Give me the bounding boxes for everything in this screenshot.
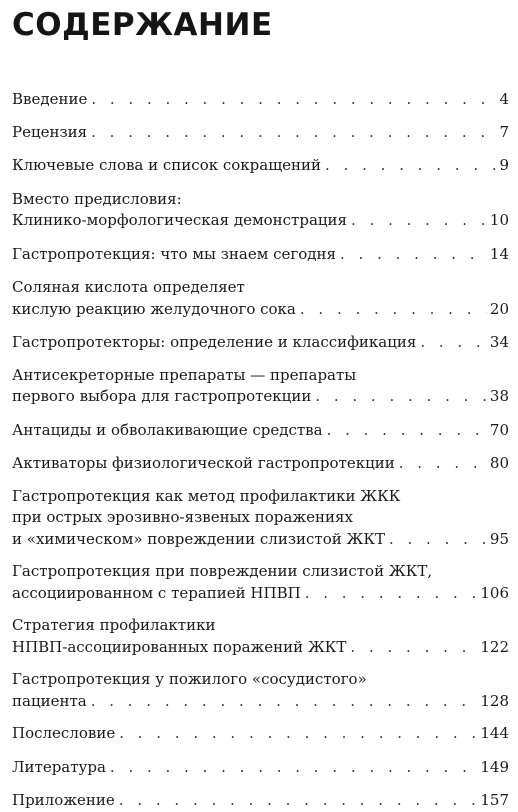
toc-entry-title-line: пациента [12, 691, 87, 710]
toc-entry[interactable] [12, 790, 509, 812]
toc-entry-row [12, 244, 509, 266]
toc-entry[interactable] [12, 277, 509, 320]
toc-entry[interactable] [12, 615, 509, 658]
dot-leader [300, 299, 487, 321]
toc-entry-row [12, 691, 509, 713]
toc-page-number: 144 [480, 724, 509, 742]
toc-entry-row [12, 299, 509, 321]
toc-entry[interactable] [12, 189, 509, 232]
toc-page-number: 122 [480, 637, 509, 656]
toc-entry-row [12, 453, 509, 475]
toc-entry-row [12, 723, 509, 745]
toc-page-number: 157 [480, 791, 509, 809]
toc-entry-row [12, 637, 509, 659]
page-title: СОДЕРЖАНИЕ [12, 7, 273, 43]
dot-leader [389, 529, 487, 551]
toc-entry[interactable] [12, 365, 509, 408]
toc-entry-title-line: Послесловие [12, 724, 116, 742]
toc-page-number: 128 [480, 691, 509, 710]
dot-leader [110, 757, 477, 779]
toc-entry-row [12, 420, 509, 442]
toc-page-number: 80 [489, 454, 509, 472]
toc-entry-row [12, 332, 509, 354]
toc-entry-title-line: Гастропротекция у пожилого «сосудистого» [12, 670, 367, 688]
dot-leader [350, 637, 477, 659]
toc-entry-title-line: Клинико-морфологическая демонстрация [12, 211, 347, 229]
toc-entry-row [12, 583, 509, 605]
toc-page-number: 95 [489, 529, 509, 548]
toc-entry-row [12, 529, 509, 551]
toc-entry-title-line: Соляная кислота определяет [12, 278, 245, 296]
toc-entry[interactable] [12, 757, 509, 779]
toc-entry-title-line: Рецензия [12, 122, 88, 141]
dot-leader [420, 332, 487, 354]
toc-entry-title-line: Ключевые слова и список сокращений [12, 156, 322, 174]
toc-page-number: 70 [489, 420, 509, 439]
toc-entry-title-line: Стратегия профилактики [12, 616, 216, 634]
dot-leader [340, 244, 487, 266]
toc-entry-row [12, 210, 509, 232]
toc-page-number: 7 [499, 122, 509, 141]
toc-entry[interactable] [12, 723, 509, 745]
toc-page-number: 38 [489, 387, 509, 405]
toc-entry-title-line: Вместо предисловия: [12, 189, 182, 208]
toc-entry[interactable] [12, 332, 509, 354]
toc-page-number: 149 [480, 757, 509, 776]
toc-entry-title-line: НПВП-ассоциированных поражений ЖКТ [12, 637, 347, 656]
toc-page-number: 106 [480, 583, 509, 602]
dot-leader [351, 210, 487, 232]
toc-entry-row [12, 89, 509, 111]
toc-entry[interactable] [12, 122, 509, 144]
toc-entry-title-line: первого выбора для гастропротекции [12, 387, 312, 405]
toc-entry[interactable] [12, 244, 509, 266]
toc-entry-title-line: Гастропротекция: что мы знаем сегодня [12, 244, 337, 263]
dot-leader [119, 790, 478, 812]
toc-entry[interactable] [12, 420, 509, 442]
toc-entry[interactable] [12, 669, 509, 712]
toc-entry-title-line: Активаторы физиологической гастропротекции [12, 454, 395, 472]
toc-entry-title-line: кислую реакцию желудочного сока [12, 299, 296, 318]
dot-leader [119, 723, 477, 745]
dot-leader [91, 691, 478, 713]
toc-entry-row [12, 386, 509, 408]
toc-list [12, 78, 509, 812]
dot-leader [327, 420, 487, 442]
toc-entry-title-line: и «химическом» повреждении слизистой ЖКТ [12, 529, 385, 548]
toc-entry[interactable] [12, 486, 509, 551]
toc-entry[interactable] [12, 561, 509, 604]
dot-leader [325, 155, 496, 177]
toc-entry-title-line: Приложение [12, 791, 115, 809]
toc-entry-row [12, 790, 509, 812]
toc-entry-title-line: Антациды и обволакивающие средства [12, 420, 323, 439]
toc-page [12, 0, 509, 809]
toc-page-number: 9 [499, 156, 509, 174]
toc-entry-title-line: ассоциированном с терапией НПВП [12, 583, 301, 602]
toc-entry-title-line: Антисекреторные препараты — препараты [12, 365, 357, 384]
toc-entry[interactable] [12, 89, 509, 111]
toc-page-number: 10 [489, 211, 509, 229]
dot-leader [91, 122, 496, 144]
dot-leader [305, 583, 478, 605]
toc-page-number: 20 [489, 299, 509, 318]
toc-page-number: 4 [499, 90, 509, 108]
toc-entry-title-line: Гастропротекция при повреждении слизистой ЖКТ, [12, 562, 433, 580]
dot-leader [315, 386, 487, 408]
toc-entry-row [12, 757, 509, 779]
toc-entry[interactable] [12, 453, 509, 475]
toc-entry-row [12, 155, 509, 177]
toc-page-number: 14 [489, 244, 509, 263]
toc-entry-title-line: Гастропротекторы: определение и классификация [12, 333, 417, 351]
toc-entry-title-line: Гастропротекция как метод профилактики ЖКК [12, 486, 401, 505]
toc-entry-row [12, 122, 509, 144]
dot-leader [91, 89, 496, 111]
toc-entry-title-line: Введение [12, 90, 88, 108]
toc-page-number: 34 [489, 333, 509, 351]
dot-leader [399, 453, 487, 475]
toc-entry-title-line: при острых эрозивно-язвеных поражениях [12, 508, 353, 526]
toc-entry[interactable] [12, 155, 509, 177]
toc-entry-title-line: Литература [12, 757, 106, 776]
